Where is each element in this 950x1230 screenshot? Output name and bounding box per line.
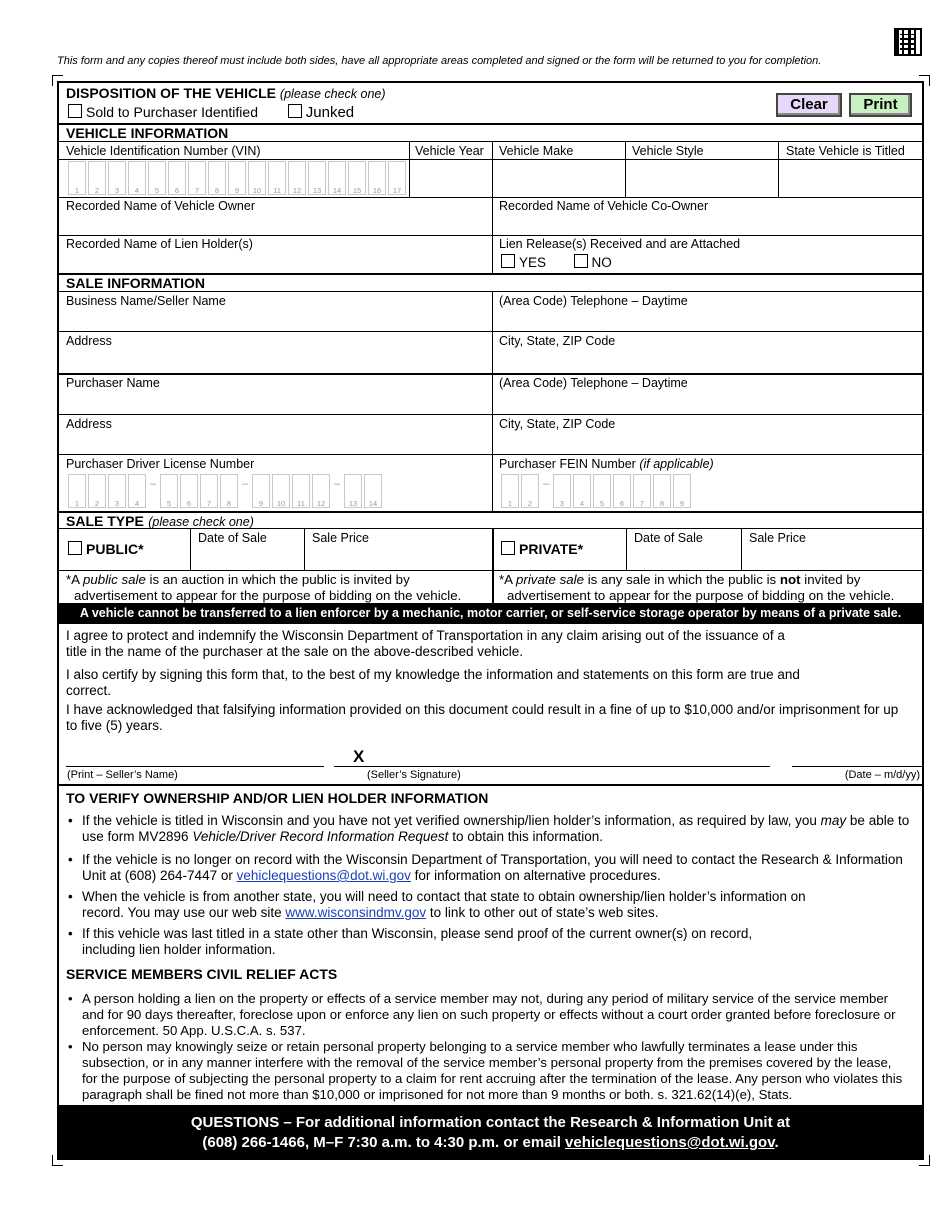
digit-box[interactable]: [348, 161, 366, 195]
lien-enforcer-banner: A vehicle cannot be transferred to a lien enforcer by a mechanic, motor carrier, or self-service storage operator by means of a private sale.: [59, 603, 922, 624]
purchaser-label: Purchaser Name: [66, 376, 160, 390]
fein-label-wrap: [499, 457, 714, 471]
fein-input[interactable]: [501, 474, 693, 508]
footer-email-link[interactable]: vehiclequestions@dot.wi.gov: [565, 1134, 775, 1151]
digit-box[interactable]: [292, 474, 310, 508]
private-note-a: *A: [499, 572, 517, 587]
verify-web-link[interactable]: www.wisconsindmv.gov: [285, 905, 427, 920]
private-note-not: not: [779, 572, 801, 587]
private-note-b: is any sale in which the public is: [584, 572, 780, 587]
business-label: Business Name/Seller Name: [66, 294, 226, 308]
verify-b2-b: for information on alternative procedures.: [410, 868, 661, 883]
digit-box[interactable]: [88, 161, 106, 195]
verify-b2-a: If the vehicle is no longer on record with the Wisconsin Department of Transportation, you will need to contact the Research & Information Unit at (608) 264-7447 or: [82, 852, 903, 883]
digit-number: 11: [273, 186, 281, 195]
agreement-certify: I also certify by signing this form that, to the best of my knowledge the information and statements on this form are true and correct.: [66, 667, 800, 698]
digit-number: 2: [94, 499, 100, 508]
private-date-label: Date of Sale: [634, 531, 703, 545]
verify-b3-a: When the vehicle is from another state, you will need to contact that state to obtain ownership/lien holder’s information on record. You may use our web site: [82, 889, 806, 920]
digit-number: 3: [114, 186, 120, 195]
print-button[interactable]: Print: [849, 93, 912, 117]
print-name-caption: (Print – Seller’s Name): [67, 769, 178, 781]
verify-b1-c: to obtain this information.: [448, 829, 604, 844]
fein-hint: (if applicable): [639, 457, 714, 471]
digit-separator: –: [241, 478, 249, 490]
digit-number: 15: [352, 186, 362, 195]
form-frame: [57, 81, 924, 1160]
digit-box[interactable]: [573, 474, 591, 508]
digit-number: 14: [332, 186, 342, 195]
digit-separator: –: [333, 478, 341, 490]
digit-box[interactable]: [168, 161, 186, 195]
public-label: PUBLIC*: [86, 541, 144, 557]
verify-section-title: TO VERIFY OWNERSHIP AND/OR LIEN HOLDER INFORMATION: [66, 790, 489, 806]
digit-separator: –: [542, 478, 550, 490]
private-option: [501, 541, 583, 557]
verify-b1-may: may: [820, 813, 847, 828]
private-note: [499, 572, 931, 604]
digit-number: 10: [276, 499, 286, 508]
digit-number: 13: [312, 186, 322, 195]
footer-line2: [59, 1133, 922, 1153]
digit-box[interactable]: [593, 474, 611, 508]
signature-caption: (Seller’s Signature): [367, 769, 461, 781]
verify-b1-b: be able to use form MV2896: [82, 813, 910, 844]
digit-number: 1: [74, 186, 80, 195]
digit-box[interactable]: [553, 474, 571, 508]
sale-type-hint: (please check one): [148, 515, 254, 529]
digit-number: 7: [639, 499, 645, 508]
digit-number: 6: [186, 499, 192, 508]
digit-box[interactable]: [268, 161, 286, 195]
dl-input[interactable]: [68, 474, 384, 508]
digit-number: 5: [599, 499, 605, 508]
scra-bullet-1: • A person holding a lien on the property or effects of a service member may not, during any period of military service of the service member and for 90 days thereafter, foreclose upon or enforce any lien on such property or effects without a court order granted before foreclosure or enforcement. 50 App. U.S.C.A. s. 537.: [66, 991, 910, 1039]
public-note-a: *A: [66, 572, 84, 587]
public-option: [68, 541, 144, 557]
digit-box[interactable]: [200, 474, 218, 508]
public-price-label: Sale Price: [312, 531, 369, 545]
public-note: [66, 572, 494, 604]
digit-number: 9: [258, 499, 264, 508]
state-label: State Vehicle is Titled: [786, 144, 905, 158]
digit-number: 4: [134, 499, 140, 508]
make-label: Vehicle Make: [499, 144, 574, 158]
clear-button[interactable]: Clear: [776, 93, 842, 117]
digit-box[interactable]: [288, 161, 306, 195]
lien-yes-checkbox[interactable]: [501, 254, 515, 268]
digit-box[interactable]: [673, 474, 691, 508]
digit-number: 3: [559, 499, 565, 508]
digit-box[interactable]: [160, 474, 178, 508]
digit-box[interactable]: [128, 474, 146, 508]
private-note-em: private sale: [516, 572, 585, 587]
sold-checkbox[interactable]: [68, 104, 82, 118]
digit-number: 7: [206, 499, 212, 508]
digit-box[interactable]: [633, 474, 651, 508]
digit-box[interactable]: [344, 474, 362, 508]
phone2-label: (Area Code) Telephone – Daytime: [499, 376, 688, 390]
digit-box[interactable]: [368, 161, 386, 195]
top-notice: This form and any copies thereof must include both sides, have all appropriate areas completed and signed or the form will be returned to you for completion.: [57, 55, 822, 67]
public-note-b: is an auction in which the public is invited by advertisement to appear for the purpose of bidding on the vehicle.: [74, 572, 462, 603]
digit-number: 17: [392, 186, 402, 195]
verify-bullet-4: • If this vehicle was last titled in a state other than Wisconsin, please send proof of the current owner(s) on record, including lien holder information.: [66, 926, 782, 958]
private-checkbox[interactable]: [501, 541, 515, 555]
digit-number: 4: [579, 499, 585, 508]
verify-b1-form: Vehicle/Driver Record Information Request: [192, 829, 449, 844]
vin-label: Vehicle Identification Number (VIN): [66, 144, 261, 158]
lienholder-label: Recorded Name of Lien Holder(s): [66, 237, 253, 251]
digit-number: 8: [226, 499, 232, 508]
private-note-c: invited by advertisement to appear for the purpose of bidding on the vehicle.: [507, 572, 895, 603]
owner-label: Recorded Name of Vehicle Owner: [66, 199, 255, 213]
digit-box[interactable]: [108, 474, 126, 508]
digit-box[interactable]: [148, 161, 166, 195]
digit-box[interactable]: [220, 474, 238, 508]
digit-number: 9: [234, 186, 240, 195]
footer-line2-a: (608) 266-1466, M–F 7:30 a.m. to 4:30 p.m. or email: [202, 1134, 566, 1151]
sale-type-title: SALE TYPE: [66, 513, 144, 529]
digit-number: 16: [372, 186, 382, 195]
digit-box[interactable]: [128, 161, 146, 195]
digit-box[interactable]: [68, 474, 86, 508]
public-date-label: Date of Sale: [198, 531, 267, 545]
private-label: PRIVATE*: [519, 541, 584, 557]
agreement-falsify: I have acknowledged that falsifying information provided on this document could result in a fine of up to $10,000 and/or imprisonment for up to five (5) years.: [66, 702, 899, 733]
digit-box[interactable]: [208, 161, 226, 195]
junked-checkbox[interactable]: [288, 104, 302, 118]
digit-box[interactable]: [364, 474, 382, 508]
digit-number: 1: [507, 499, 513, 508]
public-checkbox[interactable]: [68, 541, 82, 555]
verify-b3-b: to link to other out of state’s web sites.: [426, 905, 659, 920]
digit-number: 12: [292, 186, 302, 195]
scra-section-title: SERVICE MEMBERS CIVIL RELIEF ACTS: [66, 966, 338, 982]
disposition-title: DISPOSITION OF THE VEHICLE: [66, 85, 277, 101]
digit-box[interactable]: [180, 474, 198, 508]
lien-yes-label: YES: [519, 255, 547, 270]
digit-box[interactable]: [68, 161, 86, 195]
style-label: Vehicle Style: [632, 144, 704, 158]
signature-line[interactable]: [334, 766, 770, 767]
digit-number: 6: [619, 499, 625, 508]
verify-bullet-3: [66, 889, 812, 921]
digit-number: 12: [316, 499, 326, 508]
digit-number: 5: [154, 186, 160, 195]
digit-box[interactable]: [272, 474, 290, 508]
digit-box[interactable]: [248, 161, 266, 195]
digit-number: 11: [297, 499, 305, 508]
lien-no-label: NO: [591, 255, 612, 270]
digit-box[interactable]: [312, 474, 330, 508]
digit-box[interactable]: [328, 161, 346, 195]
city2-label: City, State, ZIP Code: [499, 417, 616, 431]
lien-release-label: Lien Release(s) Received and are Attached: [499, 237, 741, 251]
digit-number: 2: [94, 186, 100, 195]
date-caption: (Date – m/d/yy): [844, 769, 920, 781]
private-price-label: Sale Price: [749, 531, 806, 545]
digit-box[interactable]: [613, 474, 631, 508]
junked-label: Junked: [305, 104, 355, 121]
date-line[interactable]: [792, 766, 922, 767]
digit-number: 14: [368, 499, 378, 508]
address2-label: Address: [66, 417, 112, 431]
address1-label: Address: [66, 334, 112, 348]
digit-box[interactable]: [252, 474, 270, 508]
digit-box[interactable]: [108, 161, 126, 195]
print-name-line[interactable]: [66, 766, 324, 767]
digit-number: 4: [134, 186, 140, 195]
digit-box[interactable]: [388, 161, 406, 195]
disposition-options: [68, 104, 354, 121]
digit-number: 10: [252, 186, 262, 195]
lien-release-options: [501, 254, 612, 270]
digit-number: 8: [659, 499, 665, 508]
scra-bullet-2: • No person may knowingly seize or retain personal property belonging to a service member who lawfully terminates a lease under this subsection, or in any manner interfere with the removal of the service member’s personal property from the premises covered by the lease, for the purpose of subjecting the personal property to a claim for rent accruing after the termination of the lease. Any person who violates this paragraph shall be fined not more than $10,000 or imprisoned for not more than 9 months or both. s. 321.62(14)(e), Stats.: [66, 1039, 910, 1103]
digit-number: 6: [174, 186, 180, 195]
digit-box[interactable]: [521, 474, 539, 508]
public-note-em: public sale: [83, 572, 146, 587]
sale-section-title: SALE INFORMATION: [66, 275, 205, 291]
phone1-label: (Area Code) Telephone – Daytime: [499, 294, 688, 308]
sold-label: Sold to Purchaser Identified: [86, 104, 258, 120]
disposition-section: [66, 85, 386, 101]
digit-separator: –: [149, 478, 157, 490]
qr-code-icon: [894, 28, 922, 56]
digit-number: 3: [114, 499, 120, 508]
digit-number: 7: [194, 186, 200, 195]
footer-line1: QUESTIONS – For additional information contact the Research & Information Unit at: [190, 1114, 791, 1131]
verify-bullet-1: [66, 813, 910, 845]
verify-email-link[interactable]: vehiclequestions@dot.wi.gov: [236, 868, 411, 883]
questions-footer: [59, 1105, 922, 1160]
digit-number: 13: [348, 499, 358, 508]
digit-number: 5: [166, 499, 172, 508]
city1-label: City, State, ZIP Code: [499, 334, 616, 348]
vin-input[interactable]: [68, 161, 408, 195]
digit-box[interactable]: [501, 474, 519, 508]
coowner-label: Recorded Name of Vehicle Co-Owner: [499, 199, 709, 213]
digit-box[interactable]: [228, 161, 246, 195]
disposition-hint: (please check one): [279, 87, 386, 101]
lien-no-checkbox[interactable]: [574, 254, 588, 268]
digit-box[interactable]: [88, 474, 106, 508]
digit-number: 1: [74, 499, 80, 508]
verify-bullet-2: [66, 852, 910, 884]
digit-box[interactable]: [188, 161, 206, 195]
digit-box[interactable]: [308, 161, 326, 195]
signature-x-mark: X: [353, 747, 365, 766]
footer-line2-b: .: [774, 1134, 779, 1151]
digit-number: 8: [214, 186, 220, 195]
year-label: Vehicle Year: [415, 144, 484, 158]
agreement-indemnify: I agree to protect and indemnify the Wisconsin Department of Transportation in any claim arising out of the issuance of a title in the name of the purchaser at the sale on the above-described vehicle.: [66, 628, 785, 659]
digit-number: 9: [679, 499, 685, 508]
dl-label: Purchaser Driver License Number: [66, 457, 255, 471]
fein-label: Purchaser FEIN Number: [499, 457, 636, 471]
verify-b1-a: If the vehicle is titled in Wisconsin and you have not yet verified ownership/lien holder’s information, as required by law, you: [82, 813, 821, 828]
vehicle-section-title: VEHICLE INFORMATION: [66, 125, 229, 141]
digit-box[interactable]: [653, 474, 671, 508]
digit-number: 2: [527, 499, 533, 508]
